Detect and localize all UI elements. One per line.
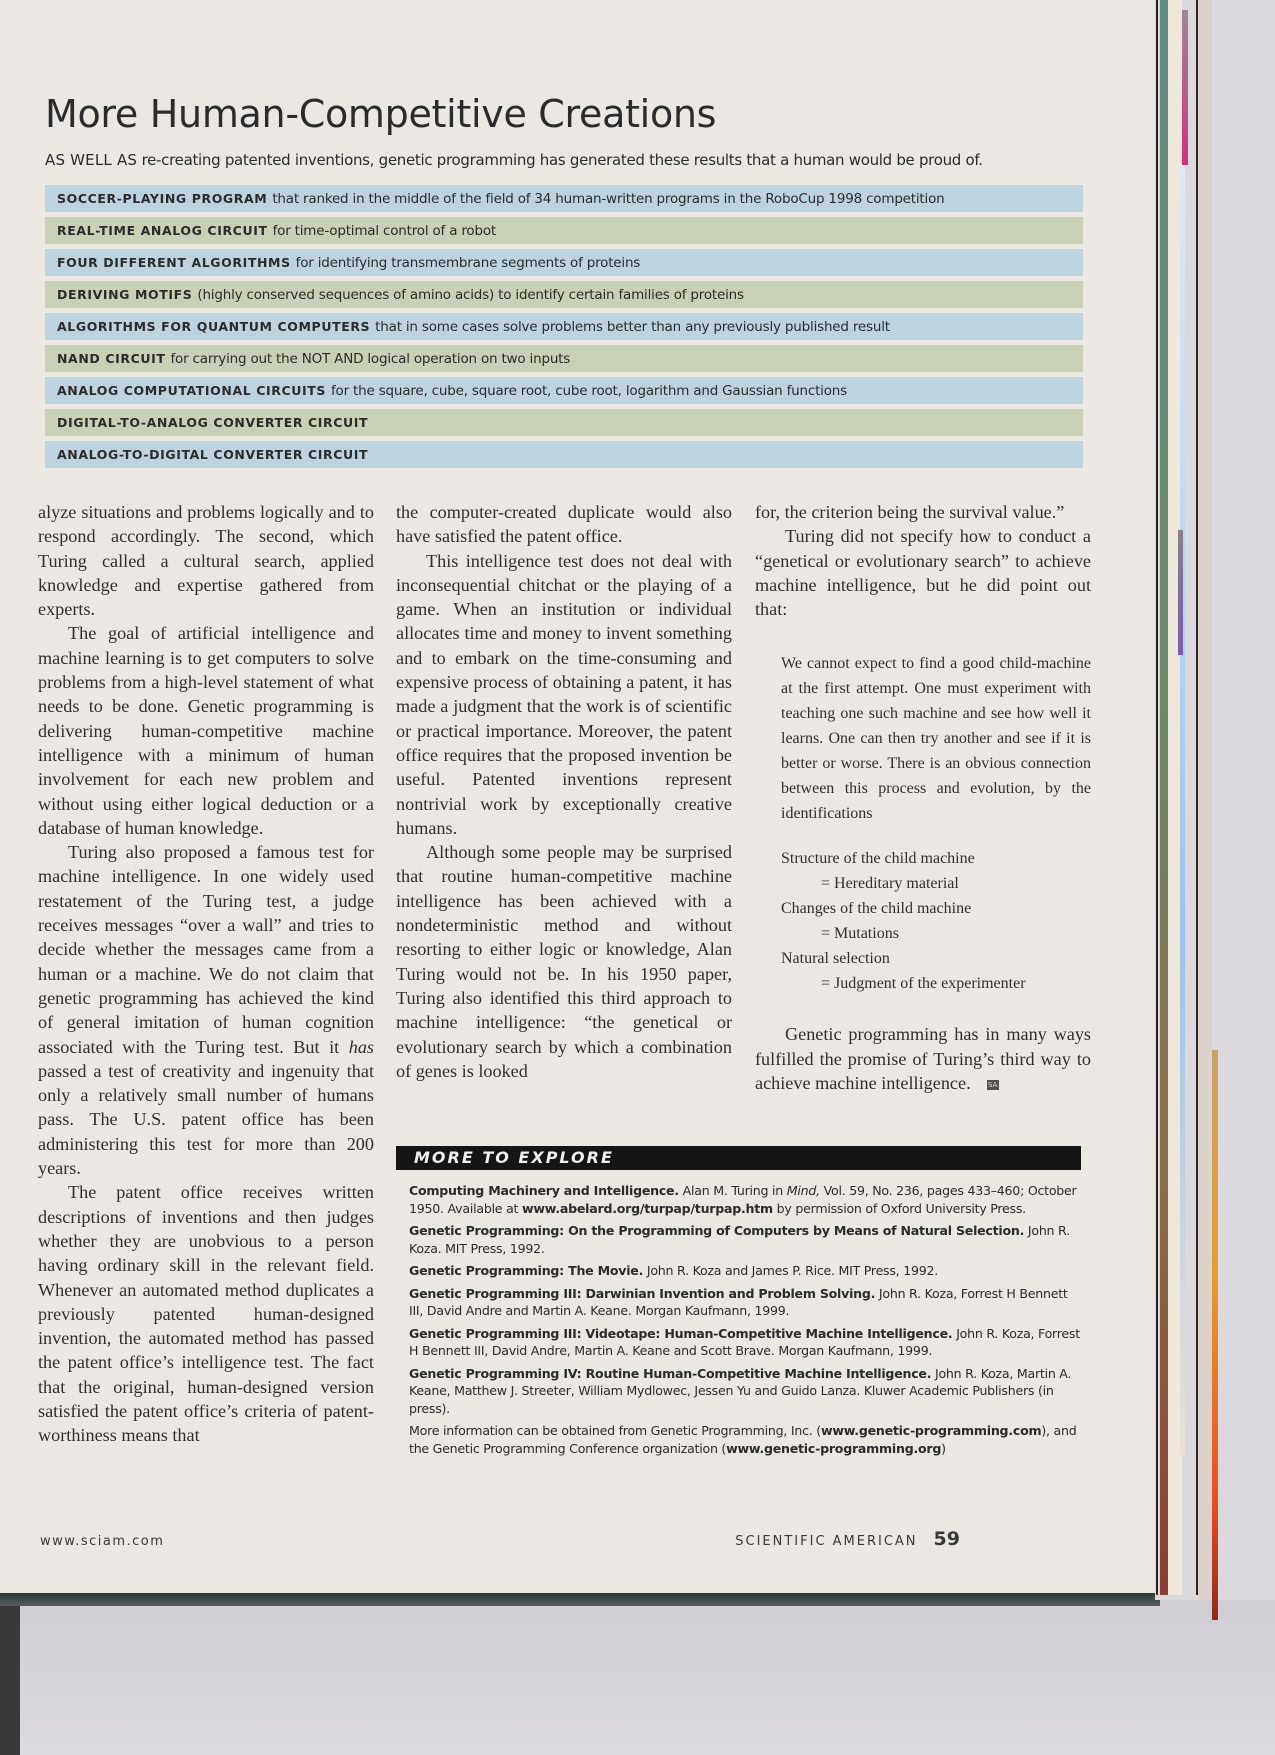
closing-text: Genetic programming has in many ways fulfilled the promise of Turing’s third way to achieve machine intelligence. xyxy=(755,1024,1091,1094)
creation-item xyxy=(45,249,1083,276)
identification-term: Natural selection xyxy=(781,950,890,968)
page-edge-color-strip xyxy=(1180,165,1185,1455)
more-info-note xyxy=(409,1422,1081,1457)
reference-title: Genetic Programming III: Videotape: Human-Competitive Machine Intelligence. xyxy=(409,1325,953,1341)
creation-description: for the square, cube, square root, cube root, logarithm and Gaussian functions xyxy=(331,382,847,399)
page-bottom-shadow xyxy=(0,1592,1160,1606)
emphasis: has xyxy=(348,1036,374,1057)
creation-description: (highly conserved sequences of amino acids) to identify certain families of proteins xyxy=(197,286,744,303)
identification-equivalent: = Hereditary material xyxy=(821,875,959,893)
reference-text: by permission of Oxford University Press. xyxy=(772,1200,1026,1216)
creation-title: ALGORITHMS FOR QUANTUM COMPUTERS xyxy=(57,319,371,334)
identification-equivalent: = Judgment of the experimenter xyxy=(821,975,1026,993)
footer-folio xyxy=(735,1528,960,1550)
creation-description: that ranked in the middle of the field of 34 human-written programs in the RoboCup 1998 competition xyxy=(272,190,945,207)
reference-text: Vol. 59, No. 236, pages 433–460; October 1950. Available at xyxy=(409,1183,1077,1216)
more-to-explore-box xyxy=(396,1146,1081,1462)
creation-title: DERIVING MOTIFS xyxy=(57,287,193,302)
reference-link[interactable]: www.abelard.org/turpap/turpap.htm xyxy=(521,1200,773,1216)
end-of-article-icon: SA xyxy=(987,1080,998,1089)
creation-item xyxy=(45,185,1083,212)
creations-list xyxy=(45,185,1083,473)
reference-title: Genetic Programming III: Darwinian Invention and Problem Solving. xyxy=(409,1285,876,1301)
creation-title: DIGITAL-TO-ANALOG CONVERTER CIRCUIT xyxy=(57,415,369,430)
article-column-2 xyxy=(396,500,732,1083)
page-edge-line xyxy=(1156,0,1158,1595)
reference-item xyxy=(409,1222,1081,1257)
reference-item xyxy=(409,1325,1081,1360)
more-info-text: ) xyxy=(941,1440,946,1456)
reference-journal: Mind, xyxy=(786,1183,820,1198)
page-number: 59 xyxy=(933,1528,960,1550)
creation-item xyxy=(45,409,1083,436)
creation-item xyxy=(45,313,1083,340)
page-edge-color-strip xyxy=(1178,530,1183,655)
reference-text: John R. Koza. MIT Press, 1992. xyxy=(409,1223,1070,1256)
page-edge-color-strip xyxy=(1182,10,1188,165)
text-run: passed a test of creativity and ingenuity that only a relatively small number of humans pass. The U.S. patent office has been administering this test for more than 200 years. xyxy=(38,1060,374,1179)
identification-term: Changes of the child machine xyxy=(781,900,972,918)
page-edge-color-strip xyxy=(1212,1050,1218,1620)
creation-title: REAL-TIME ANALOG CIRCUIT xyxy=(57,223,268,238)
scanner-background xyxy=(0,1595,1275,1755)
paragraph: Turing did not specify how to conduct a “genetical or evolutionary search” to achieve machine intelligence, but he did point out that: xyxy=(755,526,1091,620)
creation-item xyxy=(45,441,1083,468)
reference-title: Computing Machinery and Intelligence. xyxy=(409,1183,679,1198)
paragraph: alyze situations and problems logically and to respond accordingly. The second, which Turing called a cultural search, applied knowledge and expertise gathered from experts. xyxy=(38,502,374,620)
subtitle-text: re-creating patented inventions, genetic programming has generated these results that a human would be proud of. xyxy=(137,151,983,169)
creation-item xyxy=(45,345,1083,372)
identifications-list xyxy=(781,846,1091,996)
website-link[interactable]: www.genetic-programming.org xyxy=(726,1440,942,1456)
creation-title: ANALOG COMPUTATIONAL CIRCUITS xyxy=(57,383,326,398)
turing-quote: We cannot expect to find a good child-machine at the first attempt. One must experiment with teaching one such machine and see how well it learns. One can then try another and see if it is better or worse. There is an obvious connection between this process and evolution, by the identifications xyxy=(781,655,1091,823)
identification-equivalent: = Mutations xyxy=(821,925,899,943)
creation-title: ANALOG-TO-DIGITAL CONVERTER CIRCUIT xyxy=(57,447,369,462)
creation-description: for identifying transmembrane segments of proteins xyxy=(295,254,641,271)
text-run: Turing also proposed a famous test for machine intelligence. In one widely used restatement of the Turing test, a judge receives messages “over a wall” and tries to decide whether the messages came from a human or a machine. We do not claim that genetic programming has achieved the kind of general imitation of human cognition associated with the Turing test. But it xyxy=(38,842,374,1057)
reference-title: Genetic Programming IV: Routine Human-Competitive Machine Intelligence. xyxy=(409,1365,932,1381)
references-list xyxy=(396,1170,1081,1457)
reference-item xyxy=(409,1182,1081,1217)
article-column-1 xyxy=(38,500,374,1448)
creation-title: SOCCER-PLAYING PROGRAM xyxy=(57,191,268,206)
identification-term: Structure of the child machine xyxy=(781,850,975,868)
subtitle-lead: AS WELL AS xyxy=(45,151,138,169)
more-info-text: ), and the Genetic Programming Conference organization ( xyxy=(409,1423,1077,1456)
creation-item xyxy=(45,217,1083,244)
creation-item xyxy=(45,377,1083,404)
creation-description: that in some cases solve problems better than any previously published result xyxy=(375,318,890,335)
paragraph: for, the criterion being the survival value.” xyxy=(755,502,1065,522)
creation-title: FOUR DIFFERENT ALGORITHMS xyxy=(57,255,291,270)
paragraph: The patent office receives written descriptions of inventions and then judges whether they are unobvious to a person having ordinary skill in the relevant field. Whenever an automated method duplicates a previously patented human-designed invention, the automated method has passed the patent office’s intelligence test. The fact that the original, human-designed version satisfied the patent office’s criteria of patent-worthiness means that xyxy=(38,1182,374,1446)
reference-text: Alan M. Turing in xyxy=(678,1183,787,1198)
footer-website: www.sciam.com xyxy=(40,1534,165,1549)
reference-item xyxy=(409,1262,1081,1280)
creation-description: for carrying out the NOT AND logical operation on two inputs xyxy=(170,350,571,367)
paragraph: Although some people may be surprised that routine human-competitive machine intelligence has been achieved with a nondeterministic method and without resorting to either logic or knowledge, Alan Turing would not be. In his 1950 paper, Turing also identified this third approach to machine intelligence: “the genetical or evolutionary search by which a combination of genes is looked xyxy=(396,842,732,1081)
paragraph: the computer-created duplicate would also have satisfied the patent office. xyxy=(396,502,732,547)
reference-item xyxy=(409,1365,1081,1418)
reference-item xyxy=(409,1285,1081,1320)
more-info-text: More information can be obtained from Genetic Programming, Inc. ( xyxy=(409,1423,821,1438)
creation-description: for time-optimal control of a robot xyxy=(272,222,496,239)
reference-text: John R. Koza and James P. Rice. MIT Press, 1992. xyxy=(643,1263,938,1278)
paragraph: The goal of artificial intelligence and machine learning is to get computers to solve problems from a high-level statement of what needs to be done. Genetic programming is delivering human-competitive machine intelligence with a minimum of human involvement for each new problem and without using either logical deduction or a database of human knowledge. xyxy=(38,623,374,838)
sidebar-subtitle xyxy=(45,151,1145,169)
reference-text: John R. Koza, Forrest H Bennett III, David Andre, Martin A. Keane and Scott Brave. Morgan Kaufmann, 1999. xyxy=(409,1325,1080,1358)
paragraph xyxy=(755,1022,1091,1095)
article-column-3 xyxy=(755,500,1091,1095)
reference-title: Genetic Programming: On the Programming of Computers by Means of Natural Selection. xyxy=(409,1223,1025,1238)
scanner-edge xyxy=(0,1595,20,1755)
creation-title: NAND CIRCUIT xyxy=(57,351,166,366)
reference-text: John R. Koza, Forrest H Bennett III, David Andre and Martin A. Keane. Morgan Kaufmann, 1999. xyxy=(409,1285,1068,1318)
more-to-explore-heading: MORE TO EXPLORE xyxy=(396,1146,1081,1170)
magazine-name: SCIENTIFIC AMERICAN xyxy=(735,1534,918,1549)
creation-item xyxy=(45,281,1083,308)
page-edge-color-strip xyxy=(1160,0,1168,1595)
reference-text: John R. Koza, Martin A. Keane, Matthew J. Streeter, William Mydlowec, Jessen Yu and Guido Lanza. Kluwer Academic Publishers (in press). xyxy=(409,1365,1072,1416)
paragraph xyxy=(38,840,374,1180)
sidebar-title: More Human-Competitive Creations xyxy=(45,92,717,136)
reference-title: Genetic Programming: The Movie. xyxy=(409,1263,644,1278)
website-link[interactable]: www.genetic-programming.com xyxy=(820,1423,1042,1438)
page-edge-paper xyxy=(1198,0,1212,1600)
paragraph: This intelligence test does not deal with inconsequential chitchat or the playing of a game. When an institution or individual allocates time and money to invent something and to embark on the time-consuming and expensive process of obtaining a patent, it has made a judgment that the work is of scientific or practical importance. Moreover, the patent office requires that the proposed invention be useful. Patented inventions represent nontrivial work by exceptionally creative humans. xyxy=(396,550,732,838)
